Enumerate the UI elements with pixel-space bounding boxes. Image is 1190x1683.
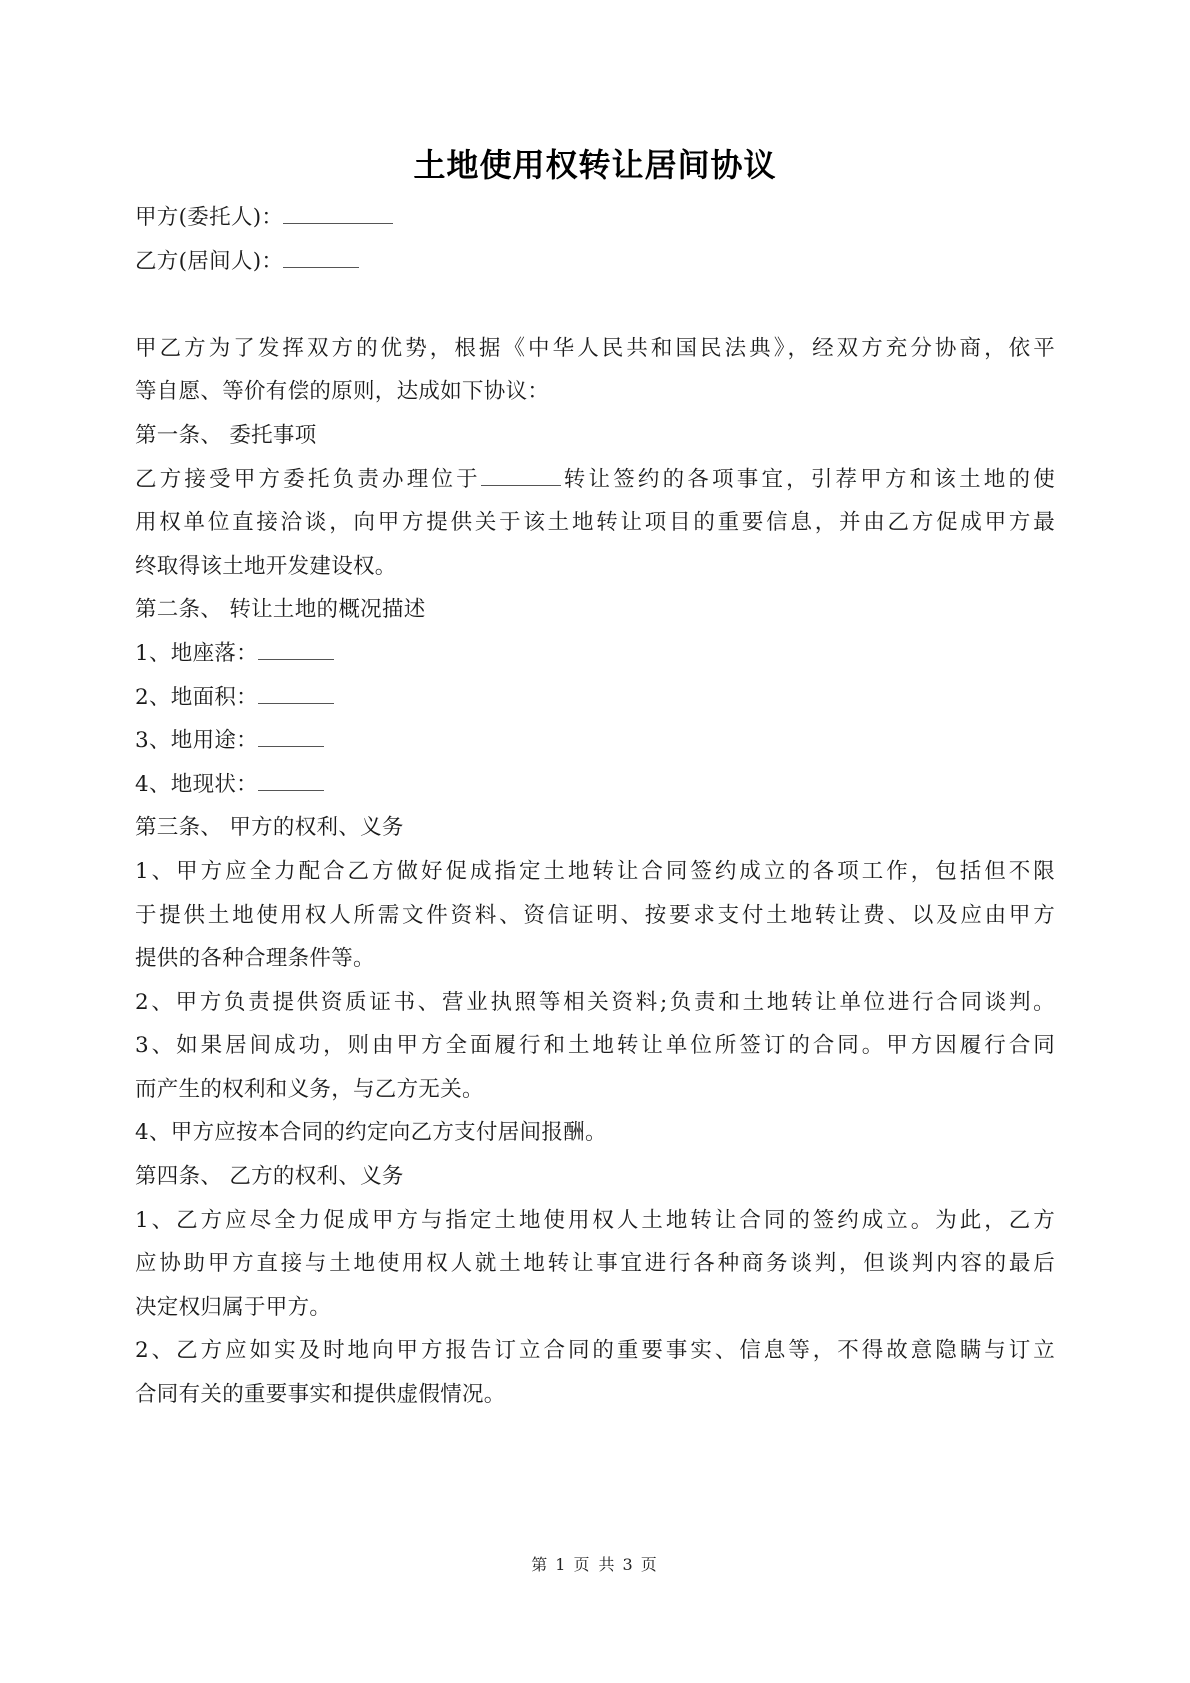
text-line [135,676,1055,720]
text-line [135,1068,1055,1112]
clause-lines [135,327,1055,1417]
text-line [135,1329,1055,1373]
document-title: 土地使用权转让居间协议 [413,146,777,184]
line-text: 第四条、 乙方的权利、义务 [135,1164,404,1190]
line-text: 决定权归属于甲方。 [135,1294,332,1320]
document-body [135,196,1055,1417]
footer-prefix: 第 [531,1555,550,1574]
line-text: 3、如果居间成功，则由甲方全面履行和土地转让单位所签订的合同。甲方因履行合同 [135,1033,1055,1059]
line-text: 合同有关的重要事实和提供虚假情况。 [135,1382,506,1408]
page-number: 1 [555,1555,568,1574]
fill-blank[interactable] [258,641,334,660]
text-line [135,894,1055,938]
text-line [135,632,1055,676]
text-line [135,1286,1055,1330]
footer-middle: 页 共 [573,1555,617,1574]
page-footer [0,1552,1190,1575]
party-a-line [135,196,1055,240]
line-text: 转让签约的各项事宜，引荐甲方和该土地的使 [560,466,1055,492]
text-line [135,1373,1055,1417]
text-line [135,1111,1055,1155]
party-b-line [135,240,1055,284]
text-line [135,370,1055,414]
party-a-label: 甲方(委托人)： [135,205,284,230]
party-b-blank[interactable] [283,249,359,268]
spacer [135,283,1055,327]
text-line [135,588,1055,632]
text-line [135,458,1055,502]
line-text: 2、甲方负责提供资质证书、营业执照等相关资料;负责和土地转让单位进行合同谈判。 [135,989,1055,1015]
text-line [135,763,1055,807]
text-line [135,501,1055,545]
line-text: 终取得该土地开发建设权。 [135,553,397,579]
line-text: 4、甲方应按本合同的约定向乙方支付居间报酬。 [135,1120,607,1146]
footer-suffix: 页 [640,1555,659,1574]
line-text: 提供的各种合理条件等。 [135,946,375,972]
text-line [135,545,1055,589]
line-text: 于提供土地使用权人所需文件资料、资信证明、按要求支付土地转让费、以及应由甲方 [135,902,1055,928]
fill-blank[interactable] [258,772,324,791]
party-a-blank[interactable] [283,205,393,224]
text-line [135,1242,1055,1286]
line-text: 第三条、 甲方的权利、义务 [135,815,404,841]
line-text: 1、甲方应全力配合乙方做好促成指定土地转让合同签约成立的各项工作，包括但不限 [135,858,1055,884]
line-text: 应协助甲方直接与土地使用权人就土地转让事宜进行各种商务谈判，但谈判内容的最后 [135,1251,1055,1277]
line-text: 2、乙方应如实及时地向甲方报告订立合同的重要事实、信息等，不得故意隐瞒与订立 [135,1338,1055,1364]
line-text: 1、地座落： [135,640,258,666]
line-text: 用权单位直接洽谈，向甲方提供关于该土地转让项目的重要信息，并由乙方促成甲方最 [135,510,1055,536]
fill-blank[interactable] [481,467,561,486]
fill-blank[interactable] [258,728,324,747]
text-line [135,850,1055,894]
line-text: 第二条、 转让土地的概况描述 [135,597,426,623]
line-text: 1、乙方应尽全力促成甲方与指定土地使用权人土地转让合同的签约成立。为此，乙方 [135,1207,1055,1233]
line-text: 甲乙方为了发挥双方的优势，根据《中华人民共和国民法典》，经双方充分协商，依平 [135,335,1055,361]
text-line [135,1199,1055,1243]
text-line [135,1155,1055,1199]
line-text: 而产生的权利和义务，与乙方无关。 [135,1076,484,1102]
line-text: 4、地现状： [135,771,258,797]
text-line [135,414,1055,458]
text-line [135,806,1055,850]
text-line [135,719,1055,763]
line-text: 等自愿、等价有偿的原则，达成如下协议： [135,379,550,405]
fill-blank[interactable] [258,685,334,704]
total-pages: 3 [622,1555,635,1574]
text-line [135,937,1055,981]
text-line [135,1024,1055,1068]
line-text: 乙方接受甲方委托负责办理位于 [135,466,481,492]
party-b-label: 乙方(居间人)： [135,248,284,274]
line-text: 第一条、 委托事项 [135,422,317,448]
text-line [135,327,1055,371]
line-text: 3、地用途： [135,728,258,754]
text-line [135,981,1055,1025]
line-text: 2、地面积： [135,684,258,710]
